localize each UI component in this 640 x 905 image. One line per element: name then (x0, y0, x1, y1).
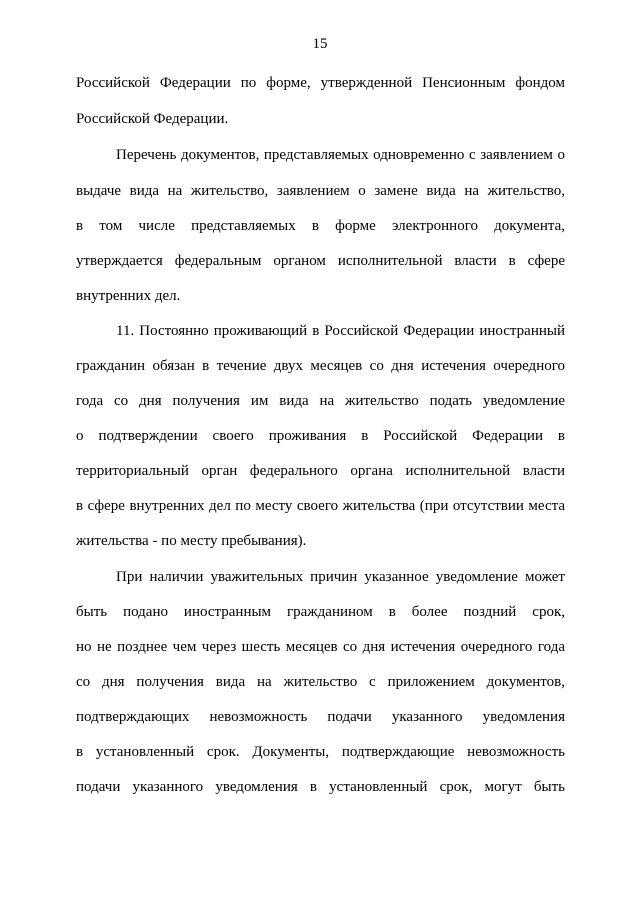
text-line: в установленный срок. Документы, подтверждающие невозможность (76, 744, 565, 760)
text-line: со дня получения вида на жительство с приложением документов, (76, 674, 565, 690)
text-line: Российской Федерации. (76, 111, 229, 127)
text-line: быть подано иностранным гражданином в более поздний срок, (76, 604, 565, 620)
text-line: гражданин обязан в течение двух месяцев со дня истечения очередного (76, 358, 565, 374)
page-number: 15 (312, 36, 328, 52)
paragraph-first-line: 11. Постоянно проживающий в Российской Федерации иностранный (116, 323, 565, 339)
text-line: внутренних дел. (76, 288, 181, 304)
text-line: выдаче вида на жительство, заявлением о замене вида на жительство, (76, 183, 565, 199)
text-line: но не позднее чем через шесть месяцев со дня истечения очередного года (76, 639, 565, 655)
paragraph-first-line: Перечень документов, представляемых одновременно с заявлением о (116, 147, 565, 163)
text-line: территориальный орган федерального органа исполнительной власти (76, 463, 565, 479)
paragraph-first-line: При наличии уважительных причин указанное уведомление может (116, 569, 565, 585)
text-line: в сфере внутренних дел по месту своего жительства (при отсутствии места (76, 498, 565, 514)
text-line: жительства - по месту пребывания). (76, 533, 307, 549)
text-line: подачи указанного уведомления в установленный срок, могут быть (76, 779, 565, 795)
text-line: подтверждающих невозможность подачи указанного уведомления (76, 709, 565, 725)
text-line: утверждается федеральным органом исполнительной власти в сфере (76, 253, 565, 269)
text-line: Российской Федерации по форме, утвержденной Пенсионным фондом (76, 75, 565, 91)
text-line: о подтверждении своего проживания в Российской Федерации в (76, 428, 565, 444)
text-line: в том числе представляемых в форме электронного документа, (76, 218, 565, 234)
text-line: года со дня получения им вида на жительство подать уведомление (76, 393, 565, 409)
